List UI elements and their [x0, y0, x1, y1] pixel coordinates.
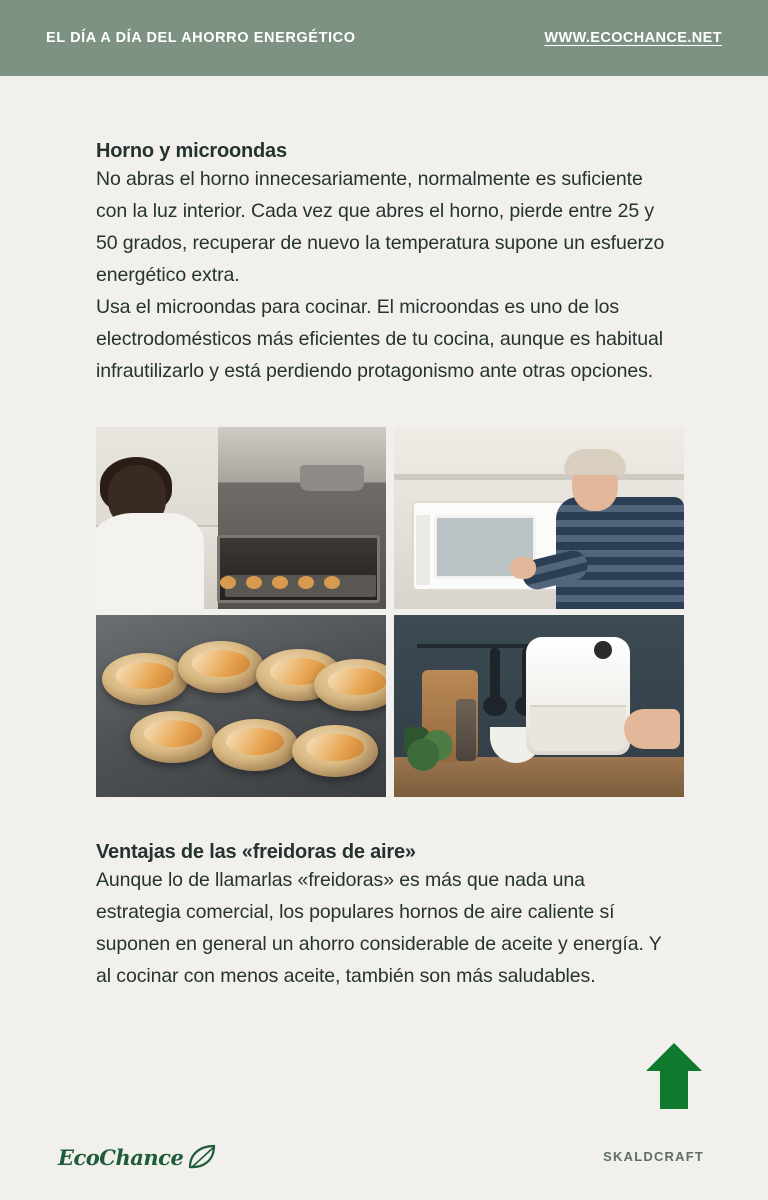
section-heading-oven-microwave: Horno y microondas [96, 140, 287, 162]
stuffed-potato-shape [212, 719, 298, 771]
food-item-shape [298, 576, 314, 589]
air-fryer-drawer-shape [530, 705, 626, 751]
wall-shelf-shape [394, 474, 684, 480]
microwave-panel-shape [416, 515, 430, 585]
food-item-shape [324, 576, 340, 589]
image-grid [96, 427, 684, 797]
paragraph-air-fryers: Aunque lo de llamarlas «freidoras» es más que nada una estrategia comercial, los populares hornos de aire caliente sí suponen en general un ahorro considerable de aceite y energía. Y al cocinar con menos aceite, también son más saludables. [96, 869, 662, 987]
stuffed-potato-shape [178, 641, 264, 693]
page-header [0, 0, 768, 76]
food-item-shape [220, 576, 236, 589]
photo-man-with-microwave [394, 427, 684, 609]
paragraph-oven: No abras el horno innecesariamente, normalmente es suficiente con la luz interior. Cada vez que abres el horno, pierde entre 25 y 50 grados, recuperar de nuevo la temperatura supone un esfuerzo energético extra. [96, 168, 665, 286]
herb-plant-shape [404, 727, 452, 773]
document-content [0, 76, 768, 992]
header-website-link[interactable]: WWW.ECOCHANCE.NET [544, 30, 722, 46]
stuffed-potato-shape [292, 725, 378, 777]
person-hand-shape [510, 557, 536, 579]
photo-air-fryer [394, 615, 684, 797]
utensil-spoon-icon [490, 648, 500, 706]
ecochance-logo [58, 1144, 217, 1170]
person-hand-shape [624, 709, 680, 749]
food-item-shape [272, 576, 288, 589]
leaf-icon [187, 1144, 217, 1170]
footer-brand: SKALDCRAFT [603, 1149, 704, 1164]
spacer [96, 797, 672, 841]
cooking-pot-shape [300, 465, 364, 491]
stuffed-potato-shape [102, 653, 188, 705]
photo-stuffed-potatoes [96, 615, 386, 797]
air-fryer-knob-shape [594, 641, 612, 659]
pepper-mill-shape [456, 699, 476, 761]
food-item-shape [246, 576, 262, 589]
page-footer [0, 1104, 768, 1200]
header-title: EL DÍA A DÍA DEL AHORRO ENERGÉTICO [46, 30, 356, 46]
photo-woman-opening-oven [96, 427, 386, 609]
person-cap-shape [564, 449, 626, 475]
logo-text: EcoChance [58, 1145, 184, 1170]
arrow-up-icon[interactable] [644, 1041, 704, 1116]
section-heading-air-fryers: Ventajas de las «freidoras de aire» [96, 841, 416, 863]
stuffed-potato-shape [130, 711, 216, 763]
paragraph-microwave: Usa el microondas para cocinar. El microondas es uno de los electrodomésticos más eficientes de tu cocina, aunque es habitual infrautilizarlo y está perdiendo protagonismo ante otras opciones. [96, 296, 663, 382]
person-body-shape [96, 513, 204, 609]
